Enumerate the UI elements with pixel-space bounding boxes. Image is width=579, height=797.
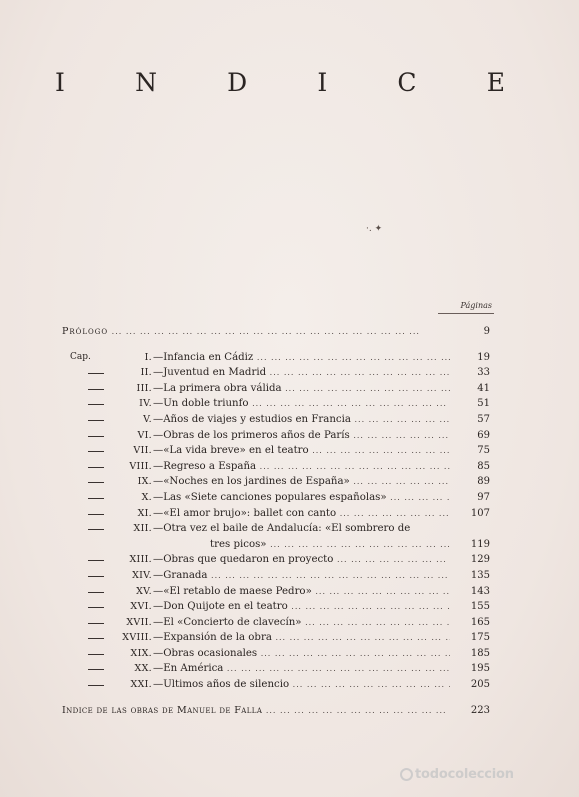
chapter-number: VI. <box>137 429 152 441</box>
chapter-title: —Otra vez el baile de Andalucía: «El sombrero de <box>153 523 411 535</box>
toc-row-chapter[interactable] <box>62 443 494 459</box>
ornament: ·. ✦ <box>366 224 383 234</box>
toc-row-chapter[interactable] <box>62 365 494 381</box>
toc-row-chapter[interactable] <box>62 615 494 631</box>
chapter-page: 57 <box>477 413 490 425</box>
chapter-page: 41 <box>477 382 490 394</box>
toc-row-chapter[interactable] <box>62 396 494 412</box>
chapter-number: XIX. <box>130 647 152 659</box>
pages-column-header: Páginas <box>460 301 492 310</box>
toc-row-chapter[interactable] <box>62 350 494 366</box>
title-letter: D <box>227 68 248 97</box>
chapter-title: —El «Concierto de clavecín» ... . <box>153 615 450 631</box>
header-rule <box>438 313 494 314</box>
chapter-number: X. <box>141 491 152 503</box>
toc-row-chapter[interactable] <box>62 677 494 693</box>
chapter-prefix: Cap. <box>70 351 91 362</box>
chapter-number: II. <box>140 367 152 379</box>
chapter-number: XVII. <box>126 616 152 628</box>
chapter-title: —«El retablo de maese Pedro» ... . <box>153 584 450 600</box>
toc-entry-page: 223 <box>470 704 490 716</box>
chapter-page: 97 <box>477 491 490 503</box>
toc-row-chapter[interactable] <box>62 506 494 522</box>
toc-entry-page: 9 <box>483 326 490 337</box>
chapter-page: 135 <box>470 569 490 581</box>
chapter-number: III. <box>136 382 152 394</box>
chapter-page: 51 <box>477 398 490 410</box>
chapter-title: —«La vida breve» en el teatro ... . <box>153 443 450 459</box>
chapter-page: 107 <box>470 507 490 519</box>
chapter-number: IV. <box>139 398 152 410</box>
chapter-page: 85 <box>477 460 490 472</box>
toc-row-chapter[interactable] <box>62 459 494 475</box>
chapter-page: 33 <box>477 367 490 379</box>
chapter-page: 155 <box>470 601 490 613</box>
chapter-number: XIII. <box>129 554 152 566</box>
chapter-number: I. <box>144 351 152 363</box>
chapter-title: —Don Quijote en el teatro ... . <box>153 599 450 615</box>
toc-row-chapter[interactable] <box>62 412 494 428</box>
toc-row-prologo[interactable] <box>62 324 494 340</box>
toc-entry-text: Indice de las obras de Manuel de Falla ... . <box>62 703 450 719</box>
table-of-contents <box>62 324 494 718</box>
watermark-circle-icon <box>400 768 413 781</box>
chapter-title: —Las «Siete canciones populares españolas» ... . <box>153 490 450 506</box>
toc-row-chapter[interactable] <box>62 474 494 490</box>
toc-row-indice-obras[interactable] <box>62 703 494 719</box>
chapter-page: 89 <box>477 476 490 488</box>
chapter-page: 143 <box>470 585 490 597</box>
title-letter: C <box>397 68 417 97</box>
chapter-number: XVI. <box>130 601 152 613</box>
toc-row-chapter[interactable] <box>62 490 494 506</box>
chapter-page: 195 <box>470 663 490 675</box>
chapter-page: 185 <box>470 647 490 659</box>
toc-row-chapter[interactable] <box>62 661 494 677</box>
chapter-number: XX. <box>134 663 152 675</box>
title-letter: N <box>135 68 157 97</box>
page-title <box>55 68 505 97</box>
chapter-number: VIII. <box>129 460 152 472</box>
chapter-title: —Infancia en Cádiz ... . <box>153 350 450 366</box>
chapter-title: —La primera obra válida ... . <box>153 381 450 397</box>
toc-entry-text: Prólogo ... . <box>62 324 450 340</box>
chapter-title: —Granada ... . <box>153 568 450 584</box>
chapter-title: —Un doble triunfo ... . <box>153 396 450 412</box>
title-letter: E <box>486 68 505 97</box>
chapter-number: XV. <box>136 585 152 597</box>
toc-row-chapter[interactable] <box>62 537 494 553</box>
watermark-text: todocoleccion <box>415 767 514 782</box>
chapter-number: V. <box>143 413 152 425</box>
chapter-title: —Obras de los primeros años de París ... . <box>153 428 450 444</box>
toc-row-chapter[interactable] <box>62 552 494 568</box>
chapter-page: 119 <box>470 538 490 550</box>
toc-row-chapter[interactable] <box>62 521 494 537</box>
chapter-title: —En América ... . <box>153 661 450 677</box>
chapter-title: —«El amor brujo»: ballet con canto ... . <box>153 506 450 522</box>
chapter-title: —Expansión de la obra ... . <box>153 630 450 646</box>
toc-row-chapter[interactable] <box>62 630 494 646</box>
chapter-number: XVIII. <box>122 632 152 644</box>
toc-row-chapter[interactable] <box>62 428 494 444</box>
chapter-number: XII. <box>133 523 152 535</box>
chapter-title: tres picos» ... . <box>210 537 450 553</box>
chapter-page: 129 <box>470 554 490 566</box>
toc-row-chapter[interactable] <box>62 568 494 584</box>
chapter-page: 19 <box>477 351 490 363</box>
chapter-list <box>62 350 494 693</box>
spacer <box>62 340 494 350</box>
chapter-number: XI. <box>137 507 152 519</box>
chapter-page: 165 <box>470 616 490 628</box>
toc-row-chapter[interactable] <box>62 646 494 662</box>
chapter-page: 69 <box>477 429 490 441</box>
chapter-title: —Obras que quedaron en proyecto ... . <box>153 552 450 568</box>
chapter-title: —Regreso a España ... . <box>153 459 450 475</box>
chapter-title: —Años de viajes y estudios en Francia ... . <box>153 412 450 428</box>
chapter-title: —Ultimos años de silencio ... . <box>153 677 450 693</box>
watermark <box>400 767 514 782</box>
toc-row-chapter[interactable] <box>62 584 494 600</box>
title-letter: I <box>55 68 65 97</box>
chapter-number: XXI. <box>130 679 152 691</box>
toc-row-chapter[interactable] <box>62 381 494 397</box>
chapter-number: XIV. <box>132 569 152 581</box>
chapter-page: 75 <box>477 445 490 457</box>
spacer <box>62 693 494 703</box>
toc-row-chapter[interactable] <box>62 599 494 615</box>
chapter-page: 205 <box>470 679 490 691</box>
chapter-page: 175 <box>470 632 490 644</box>
title-letter: I <box>317 68 328 97</box>
chapter-number: IX. <box>137 476 152 488</box>
chapter-title: —Obras ocasionales ... . <box>153 646 450 662</box>
chapter-title: —«Noches en los jardines de España» ... . <box>153 474 450 490</box>
chapter-number: VII. <box>133 445 152 457</box>
chapter-title: —Juventud en Madrid ... . <box>153 365 450 381</box>
